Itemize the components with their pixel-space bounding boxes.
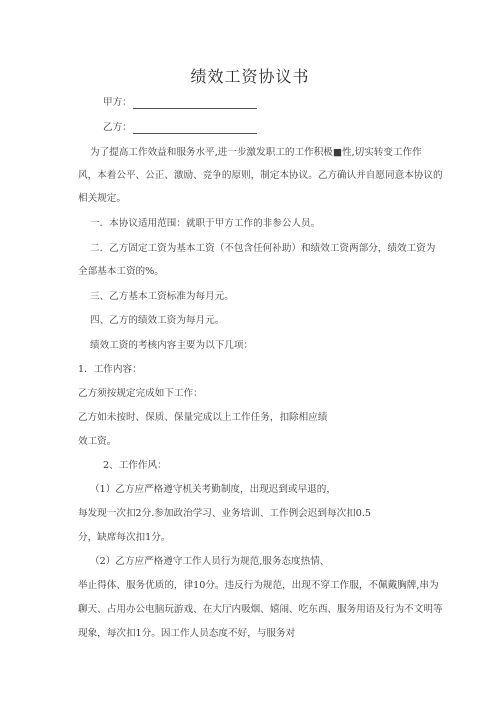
paragraph-line: 三、乙方基本工资标准为每月元。 <box>90 291 234 302</box>
paragraph-line: 四、乙方的绩效工资为每月元。 <box>90 315 225 326</box>
paragraph-line: （2）乙方应严格遵守工作人员行为规范,服务态度热情、 <box>90 556 330 567</box>
party-b-label: 乙方： <box>103 122 132 133</box>
paragraph-line: （1）乙方应严格遵守机关考勤制度，出现迟到或早退的， <box>90 484 336 495</box>
paragraph-line: 一．本协议适用范围：就职于甲方工作的非参公人员。 <box>90 218 321 229</box>
paragraph-line: 相关规定。 <box>78 193 126 204</box>
paragraph-line: 风，本着公平、公正、激励、竞争的原则，制定本协议。乙方确认并自愿同意本协议的 <box>78 170 443 181</box>
paragraph-line: 聊天、占用办公电脑玩游戏、在大厅内吸烟、嬉闹、吃东西、服务用语及行为不文明等 <box>78 604 443 615</box>
paragraph-line: 全部基本工资的%。 <box>78 266 164 277</box>
paragraph-line: 分，缺席每次扣1分。 <box>78 532 171 543</box>
paragraph-line: 举止得体、服务优质的，律10分。违反行为规范，出现不穿工作服，不佩戴胸牌,串为 <box>78 580 439 591</box>
paragraph-line: 2、工作作风： <box>103 460 167 471</box>
party-a-label: 甲方： <box>103 97 132 108</box>
party-a-blank-line <box>133 108 257 109</box>
page-title: 绩效工资协议书 <box>190 67 310 86</box>
paragraph-line: 现象，每次扣1分。因工作人员态度不好，与服务对 <box>78 628 296 639</box>
paragraph-line: 绩效工资的考核内容主要为以下几项： <box>90 340 254 351</box>
paragraph-line: 效工资。 <box>78 436 117 447</box>
paragraph-line: 二．乙方固定工资为基本工资（不包含任何补助）和绩效工资两部分，绩效工资为 <box>90 243 436 254</box>
paragraph-line: 乙方须按规定完成如下工作： <box>78 388 203 399</box>
paragraph-line: 每发现一次扣2分.参加政治学习、业务培训、工作例会迟到每次扣0.5 <box>78 508 372 519</box>
paragraph-line: 为了提高工作效益和服务水平,进一步激发职工的工作积极■性,切实转变工作作 <box>90 147 422 158</box>
paragraph-line: 1．工作内容： <box>78 364 142 375</box>
party-b-blank-line <box>133 133 257 134</box>
paragraph-line: 乙方如未按时、保质、保量完成以上工作任务，扣除相应绩 <box>78 412 328 423</box>
